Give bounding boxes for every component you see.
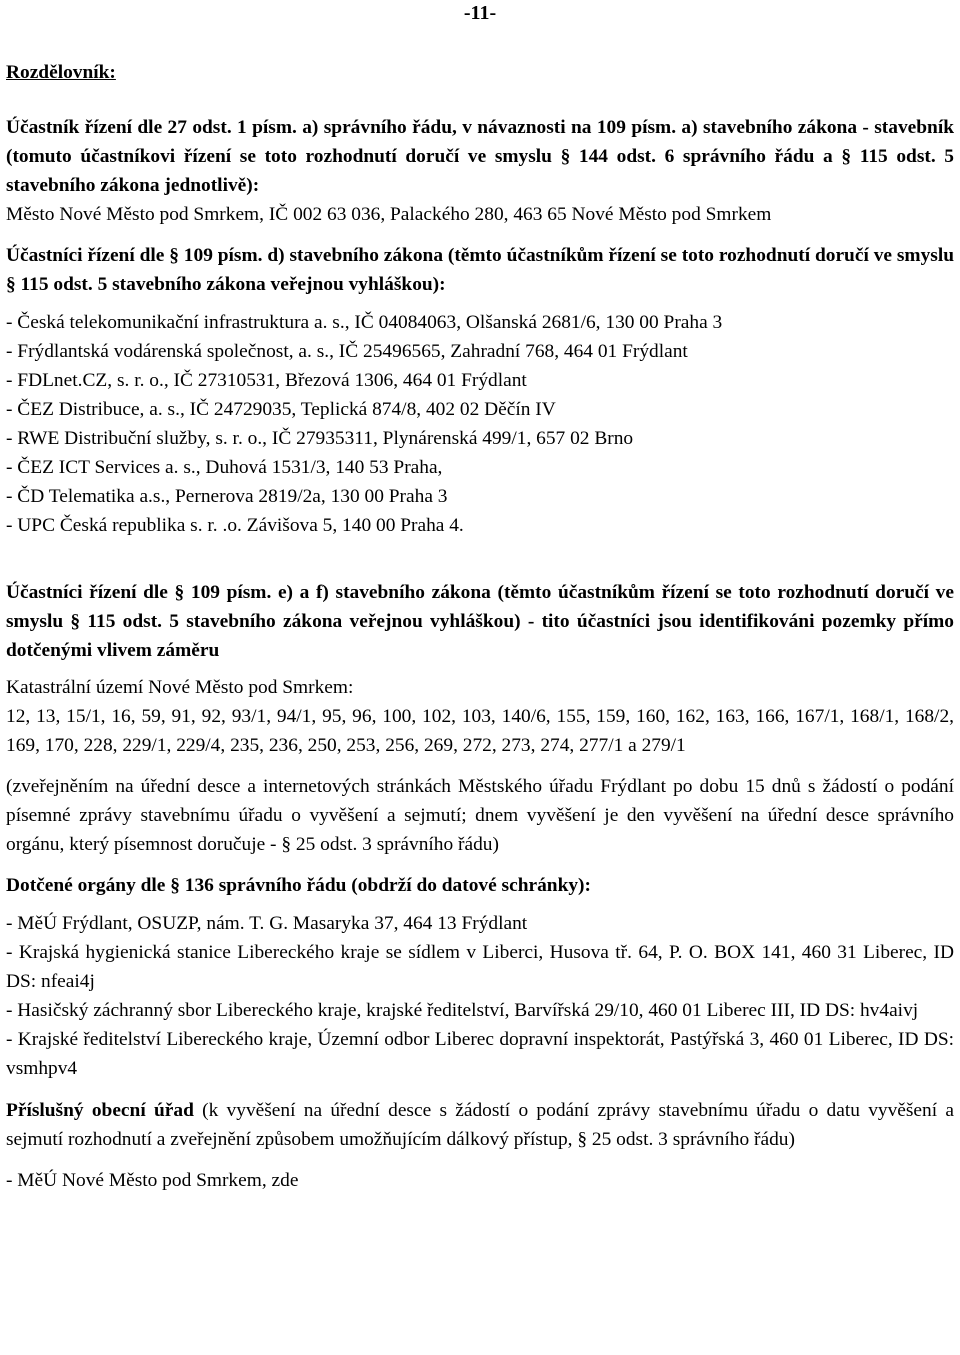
municipal-office-text: (k vyvěšení na úřední desce s žádostí o podání zprávy stavebnímu úřadu o datu vyvěšení a sejmutí rozhodnutí a zveřejnění způsobem umožňujícím dálkový přístup, § 25 odst. 3 správního řádu) [6,1100,954,1150]
list-item: - Česká telekomunikační infrastruktura a. s., IČ 04084063, Olšanská 2681/6, 130 00 Praha 3 [6,312,723,333]
municipal-office-entry: - MěÚ Nové Město pod Smrkem, zde [6,1170,299,1191]
parcel-list: 12, 13, 15/1, 16, 59, 91, 92, 93/1, 94/1, 95, 96, 100, 102, 103, 140/6, 155, 159, 160, 162, 163, 166, 167/1, 168/1, 168/2, 169, 170, 228, 229/1, 229/4, 235, 236, 250, 253, 256, 269, 272, 273, 274, 277/1 a 279/1 [6,706,954,756]
list-item: - Frýdlantská vodárenská společnost, a. s., IČ 25496565, Zahradní 768, 464 01 Frýdlant [6,341,688,362]
section-participants-ef [6,578,954,859]
list-item: - RWE Distribuční služby, s. r. o., IČ 27935311, Plynárenská 499/1, 657 02 Brno [6,428,634,449]
list-item: - Krajské ředitelství Libereckého kraje, Územní odbor Liberec dopravní inspektorát, Pastýřská 3, 460 01 Liberec, ID DS: vsmhpv4 [6,1029,954,1079]
publication-note: (zveřejněním na úřední desce a internetových stránkách Městského úřadu Frýdlant po dobu 15 dnů s žádostí o podání písemné zprávy stavebnímu úřadu o vyvěšení a sejmutí; dnem vyvěšení je den vyvěšení na úřední desce správního orgánu, který písemnost doručuje - § 25 odst. 3 správního řádu) [6,776,954,855]
municipal-office-title: Příslušný obecní úřad [6,1100,194,1121]
applicant-entry: Město Nové Město pod Smrkem, IČ 002 63 036, Palackého 280, 463 65 Nové Město pod Smrkem [6,204,772,225]
list-item: - FDLnet.CZ, s. r. o., IČ 27310531, Březová 1306, 464 01 Frýdlant [6,370,527,391]
list-item: - Krajská hygienická stanice Libereckého kraje se sídlem v Liberci, Husova tř. 64, P. O. BOX 141, 460 31 Liberec, ID DS: nfeai4j [6,942,954,992]
cadastral-area: Katastrální území Nové Město pod Smrkem: [6,677,354,698]
list-item: - MěÚ Frýdlant, OSUZP, nám. T. G. Masaryka 37, 464 13 Frýdlant [6,913,528,934]
distribution-list [6,58,954,1195]
participants-ef-title: Účastníci řízení dle § 109 písm. e) a f) stavebního zákona (těmto účastníkům řízení se toto rozhodnutí doručí ve smyslu § 115 odst. 5 stavebního zákona veřejnou vyhláškou) - tito účastníci jsou identifikováni pozemky přímo dotčenými vlivem záměru [6,582,954,661]
distribution-heading: Rozdělovník: [6,62,116,83]
municipal-office-paragraph [6,1096,954,1154]
section-municipal-office [6,1096,954,1195]
list-item: - ČEZ Distribuce, a. s., IČ 24729035, Teplická 874/8, 402 02 Děčín IV [6,399,556,420]
participants-d-list [6,308,954,540]
list-item: - UPC Česká republika s. r. .o. Závišova 5, 140 00 Praha 4. [6,515,464,536]
list-item: - Hasičský záchranný sbor Libereckého kraje, krajské ředitelství, Barvířská 29/10, 460 01 Liberec III, ID DS: hv4aivj [6,1000,919,1021]
authorities-title: Dotčené orgány dle § 136 správního řádu (obdrží do datové schránky): [6,875,591,896]
list-item: - ČEZ ICT Services a. s., Duhová 1531/3, 140 53 Praha, [6,457,443,478]
section-applicant [6,113,954,229]
page-number: -11- [463,2,497,24]
participants-d-title: Účastníci řízení dle § 109 písm. d) stavebního zákona (těmto účastníkům řízení se toto rozhodnutí doručí ve smyslu § 115 odst. 5 stavebního zákona veřejnou vyhláškou): [6,245,954,295]
list-item: - ČD Telematika a.s., Pernerova 2819/2a, 130 00 Praha 3 [6,486,448,507]
applicant-title: Účastník řízení dle 27 odst. 1 písm. a) správního řádu, v návaznosti na 109 písm. a) stavebního zákona - stavebník (tomuto účastníkovi řízení se toto rozhodnutí doručí ve smyslu § 144 odst. 6 správního řádu a § 115 odst. 5 stavebního zákona jednotlivě): [6,117,954,196]
section-participants-d [6,241,954,540]
section-authorities [6,871,954,1083]
